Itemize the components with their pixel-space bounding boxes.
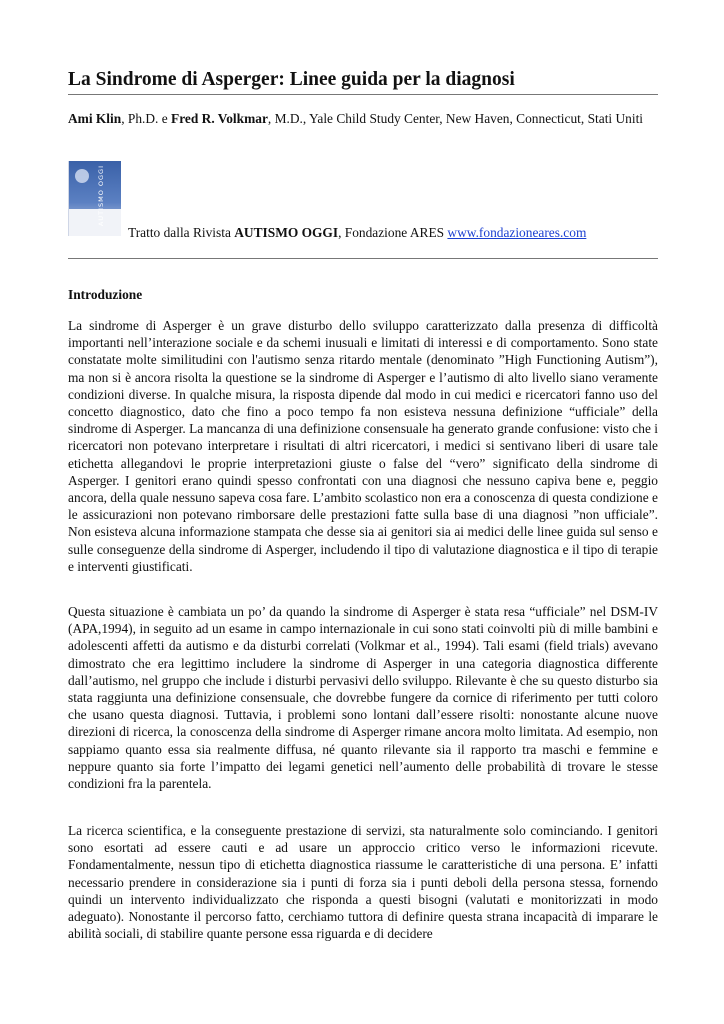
author-degree: , Ph.D. e bbox=[121, 111, 172, 126]
magazine-cover-icon bbox=[68, 161, 121, 236]
cover-logo bbox=[75, 169, 89, 183]
author-line bbox=[68, 110, 658, 128]
source-prefix: Tratto dalla Rivista bbox=[128, 225, 235, 240]
divider bbox=[68, 258, 658, 259]
paragraph: La sindrome di Asperger è un grave disturbo dello sviluppo caratterizzato dalla presenza di difficoltà importanti nell’interazione sociale e da schemi inusuali e limitati di interessi e di comportamento. Sono state constatate molte similitudini con l'autismo senza ritardo mentale (denominato ”High Functioning Autism”), ma non si è ancora risolta la questione se la sindrome di Asperger e l’autismo di alto livello siano veramente condizioni diverse. In qualche misura, la risposta dipende dal modo in cui medici e ricercatori fanno uso del concetto diagnostico, dato che fino a poco tempo fa non esisteva nessuna definizione “ufficiale” della sindrome di Asperger. La mancanza di una definizione consensuale ha generato grande confusione: visto che i ricercatori non potevano interpretare i risultati di altri ricercatori, i medici si sentivano liberi di usare tale etichetta allegandovi le proprie interpretazioni giuste o false del “vero” significato della sindrome di Asperger. I genitori erano quindi spesso confrontati con una diagnosi che nessuno capiva bene e, peggio ancora, della quale nessuno sapeva cosa fare. L’ambito scolastico non era a conoscenza di questa condizione e le assicurazioni non potevano rimborsare delle prestazioni fatte sulla base di una diagnosi ”non ufficiale”. Non esisteva alcuna informazione stampata che desse sia ai genitori sia ai medici delle linee guida sul senso e sulle conseguenze della sindrome di Asperger, includendo il tipo di valutazione diagnostica e il tipo di terapie e interventi giustificati. bbox=[68, 318, 658, 574]
foundation-link[interactable]: www.fondazioneares.com bbox=[447, 225, 587, 240]
paragraph: Questa situazione è cambiata un po’ da quando la sindrome di Asperger è stata resa “ufficiale” nel DSM-IV (APA,1994), in seguito ad un esame in campo internazionale in cui sono stati coinvolti più di mille bambini e adolescenti affetti da autismo e da disturbi correlati (Volkmar et al., 1994). Tali esami (field trials) avevano dimostrato che era legittimo includere la sindrome di Asperger in una categoria diagnostica differente dall’autismo, nel gruppo che include i disturbi pervasivi dello sviluppo. Rilevante è che su questo disturbo sia stata raggiunta una definizione consensuale, che dovrebbe fungere da cornice di riferimento per tutti coloro che usano questa diagnosi. Tuttavia, i problemi sono lontani dall’essere risolti: nonostante alcune nuove direzioni di ricerca, la conoscenza della sindrome di Asperger rimane ancora molto limitata. Ad esempio, non sappiamo quanto essa sia realmente diffusa, né quanto rilevante sia il rapporto tra maschi e femmine e neppure quanto sia forte l’impatto dei legami genetici nell’aumento delle probabilità di trovare le stesse condizioni fra la parentela. bbox=[68, 604, 658, 792]
author-affiliation: , M.D., Yale Child Study Center, New Haven, Connecticut, Stati Uniti bbox=[267, 111, 644, 126]
author-name: Ami Klin bbox=[68, 111, 122, 126]
cover-title-text: AUTISMO OGGI bbox=[97, 165, 105, 227]
magazine-name: AUTISMO OGGI bbox=[234, 225, 339, 240]
document-title: La Sindrome di Asperger: Linee guida per la diagnosi bbox=[68, 68, 658, 95]
source-line bbox=[128, 224, 586, 242]
foundation-name: , Fondazione ARES bbox=[338, 225, 448, 240]
section-heading: Introduzione bbox=[68, 287, 143, 302]
paragraph: La ricerca scientifica, e la conseguente prestazione di servizi, sta naturalmente solo cominciando. I genitori sono esortati ad essere cauti e ad usare un approccio critico verso le informazioni ricevute. Fondamentalmente, nessun tipo di etichetta diagnostica riassume le caratteristiche di una persona. E’ infatti necessario prendere in considerazione sia i punti di forza sia i punti deboli della persona stessa, fornendo quindi un intervento individualizzato che risponda a questi bisogni (valutati e monitorizzati in modo adeguato). Nonostante il percorso fatto, cerchiamo tuttora di definire questa strana incapacità di imparare le abilità sociali, di stabilire quante persone essa riguarda e di decidere bbox=[68, 823, 658, 942]
cover-band bbox=[69, 209, 121, 236]
author-name: Fred R. Volkmar bbox=[171, 111, 268, 126]
